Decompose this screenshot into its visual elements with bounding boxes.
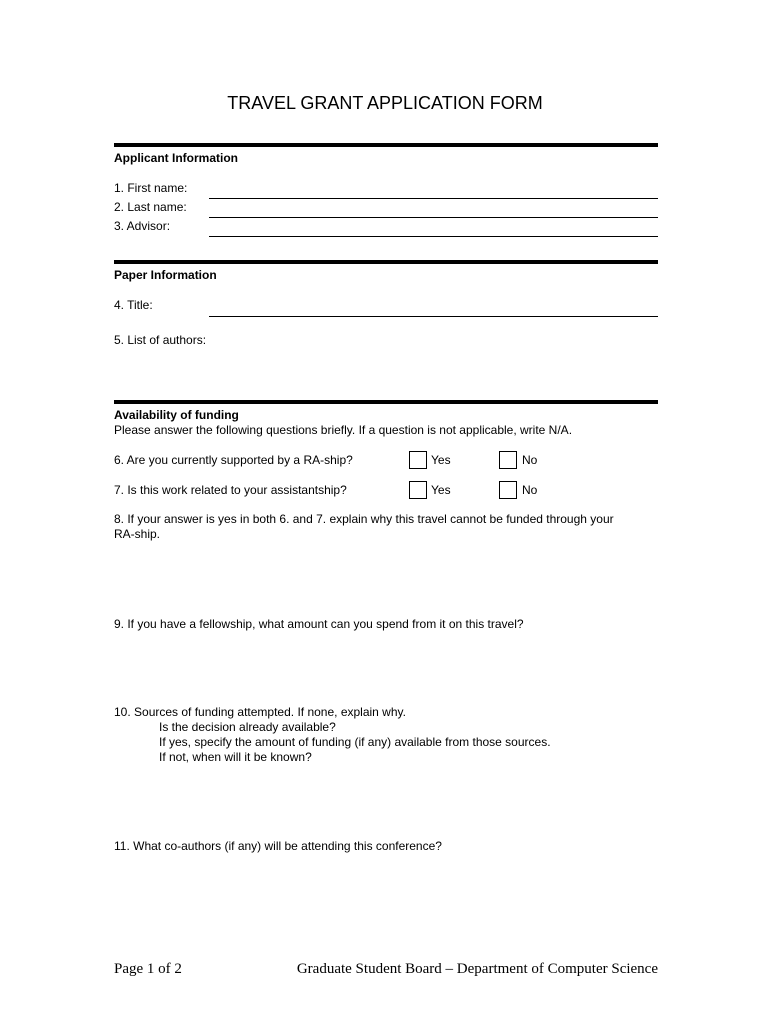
q6-no-label: No <box>522 453 538 467</box>
first-name-label: 1. First name: <box>114 181 188 195</box>
q7-no-label: No <box>522 483 538 497</box>
q7-yes-label: Yes <box>431 483 451 497</box>
advisor-label: 3. Advisor: <box>114 219 171 233</box>
q11-answer-area[interactable] <box>114 857 658 947</box>
section-divider <box>114 400 658 404</box>
q9-answer-area[interactable] <box>114 635 658 700</box>
funding-instructions: Please answer the following questions briefly. If a question is not applicable, write N/A. <box>114 423 573 437</box>
paper-section-heading: Paper Information <box>114 268 217 282</box>
applicant-section-heading: Applicant Information <box>114 151 238 165</box>
funding-section-heading: Availability of funding <box>114 408 239 422</box>
question-10-line-4: If not, when will it be known? <box>159 750 312 764</box>
question-11: 11. What co-authors (if any) will be attending this conference? <box>114 839 442 853</box>
q7-yes-checkbox[interactable] <box>409 481 427 499</box>
first-name-field[interactable] <box>209 198 658 199</box>
paper-title-field[interactable] <box>209 316 658 317</box>
question-8-line-2: RA-ship. <box>114 527 161 541</box>
question-7: 7. Is this work related to your assistantship? <box>114 483 347 497</box>
section-divider <box>114 260 658 264</box>
q6-no-checkbox[interactable] <box>499 451 517 469</box>
q10-answer-area[interactable] <box>114 768 658 833</box>
last-name-label: 2. Last name: <box>114 200 187 214</box>
form-title: TRAVEL GRANT APPLICATION FORM <box>227 93 543 113</box>
q8-answer-area[interactable] <box>114 545 658 610</box>
q6-yes-checkbox[interactable] <box>409 451 427 469</box>
q6-yes-label: Yes <box>431 453 451 467</box>
advisor-field[interactable] <box>209 236 658 237</box>
question-9: 9. If you have a fellowship, what amount can you spend from it on this travel? <box>114 617 524 631</box>
question-10-line-3: If yes, specify the amount of funding (if any) available from those sources. <box>159 735 551 749</box>
question-6: 6. Are you currently supported by a RA-ship? <box>114 453 353 467</box>
section-divider <box>114 143 658 147</box>
page-number: Page 1 of 2 <box>114 961 182 977</box>
q7-no-checkbox[interactable] <box>499 481 517 499</box>
question-10-line-2: Is the decision already available? <box>159 720 336 734</box>
footer-organization: Graduate Student Board – Department of Computer Science <box>296 961 658 977</box>
question-10-line-1: 10. Sources of funding attempted. If none, explain why. <box>114 705 406 719</box>
authors-label: 5. List of authors: <box>114 333 207 347</box>
authors-answer-area[interactable] <box>114 350 658 395</box>
paper-title-label: 4. Title: <box>114 298 153 312</box>
question-8-line-1: 8. If your answer is yes in both 6. and 7. explain why this travel cannot be funded through your <box>114 512 614 526</box>
last-name-field[interactable] <box>209 217 658 218</box>
